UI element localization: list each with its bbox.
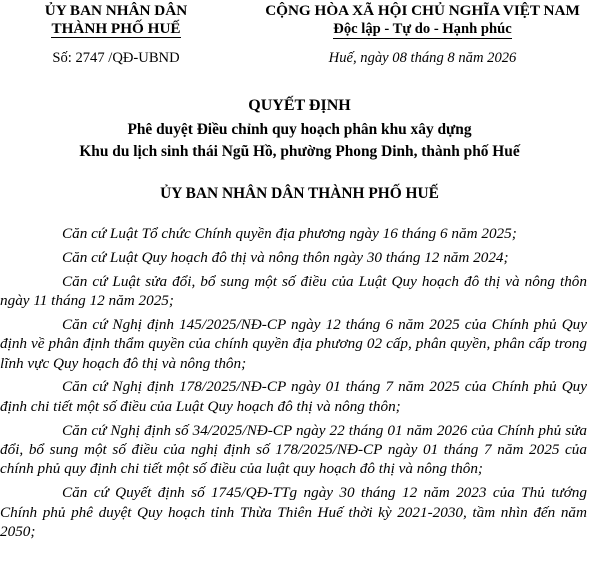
- legal-basis-item: Căn cứ Quyết định số 1745/QĐ-TTg ngày 30 tháng 12 năm 2023 của Thủ tướng Chính phủ phê duyệt Quy hoạch tỉnh Thừa Thiên Huế thời kỳ 2021-2030, tầm nhìn đến năm 2050;: [0, 484, 587, 541]
- legal-basis-item: Căn cứ Luật Quy hoạch đô thị và nông thôn ngày 30 tháng 12 năm 2024;: [62, 248, 509, 266]
- national-motto: Độc lập - Tự do - Hạnh phúc: [333, 21, 512, 37]
- place-and-date: Huế, ngày 08 tháng 8 năm 2026: [328, 50, 517, 66]
- document-number: Số: 2747 /QĐ-UBND: [52, 50, 180, 66]
- document-type-title: QUYẾT ĐỊNH: [248, 97, 351, 114]
- legal-basis-item: Căn cứ Nghị định 178/2025/NĐ-CP ngày 01 tháng 7 năm 2025 của Chính phủ Quy định chi tiết một số điều của Luật Quy hoạch đô thị và nông thôn;: [0, 378, 587, 415]
- org-name-line2: THÀNH PHỐ HUẾ: [51, 20, 181, 37]
- legal-bases-list: [0, 224, 587, 546]
- legal-basis-item: Căn cứ Luật Tổ chức Chính quyền địa phương ngày 16 tháng 6 năm 2025;: [62, 225, 517, 242]
- org-name-line1: ỦY BAN NHÂN DÂN: [44, 2, 188, 19]
- nation-name: CỘNG HÒA XÃ HỘI CHỦ NGHĨA VIỆT NAM: [265, 2, 580, 19]
- legal-basis-item: Căn cứ Luật sửa đổi, bổ sung một số điều của Luật Quy hoạch đô thị và nông thôn ngày 11 tháng 12 năm 2025;: [0, 272, 587, 309]
- legal-basis-item: Căn cứ Nghị định 145/2025/NĐ-CP ngày 12 tháng 6 năm 2025 của Chính phủ Quy định về phân định thẩm quyền của chính quyền địa phương 02 cấp, phân quyền, phân cấp trong lĩnh vực Quy hoạch đô thị và nông thôn;: [0, 315, 587, 372]
- issuing-authority-heading: ỦY BAN NHÂN DÂN THÀNH PHỐ HUẾ: [160, 185, 439, 202]
- document-subject-line1: Phê duyệt Điều chỉnh quy hoạch phân khu xây dựng: [127, 121, 472, 138]
- document-title-block: [0, 96, 599, 163]
- national-title-block: [246, 2, 599, 39]
- issuing-authority-block: [0, 2, 232, 38]
- document-subject-line2: Khu du lịch sinh thái Ngũ Hồ, phường Phong Dinh, thành phố Huế: [79, 143, 520, 160]
- legal-basis-item: Căn cứ Nghị định số 34/2025/NĐ-CP ngày 22 tháng 01 năm 2026 của Chính phủ sửa đổi, bổ sung một số điều của nghị định số 178/2025/NĐ-CP ngày 01 tháng 7 năm 2025 của chính phủ quy định chi tiết một số điều của luật quy hoạch đô thị và nông thôn;: [0, 421, 587, 478]
